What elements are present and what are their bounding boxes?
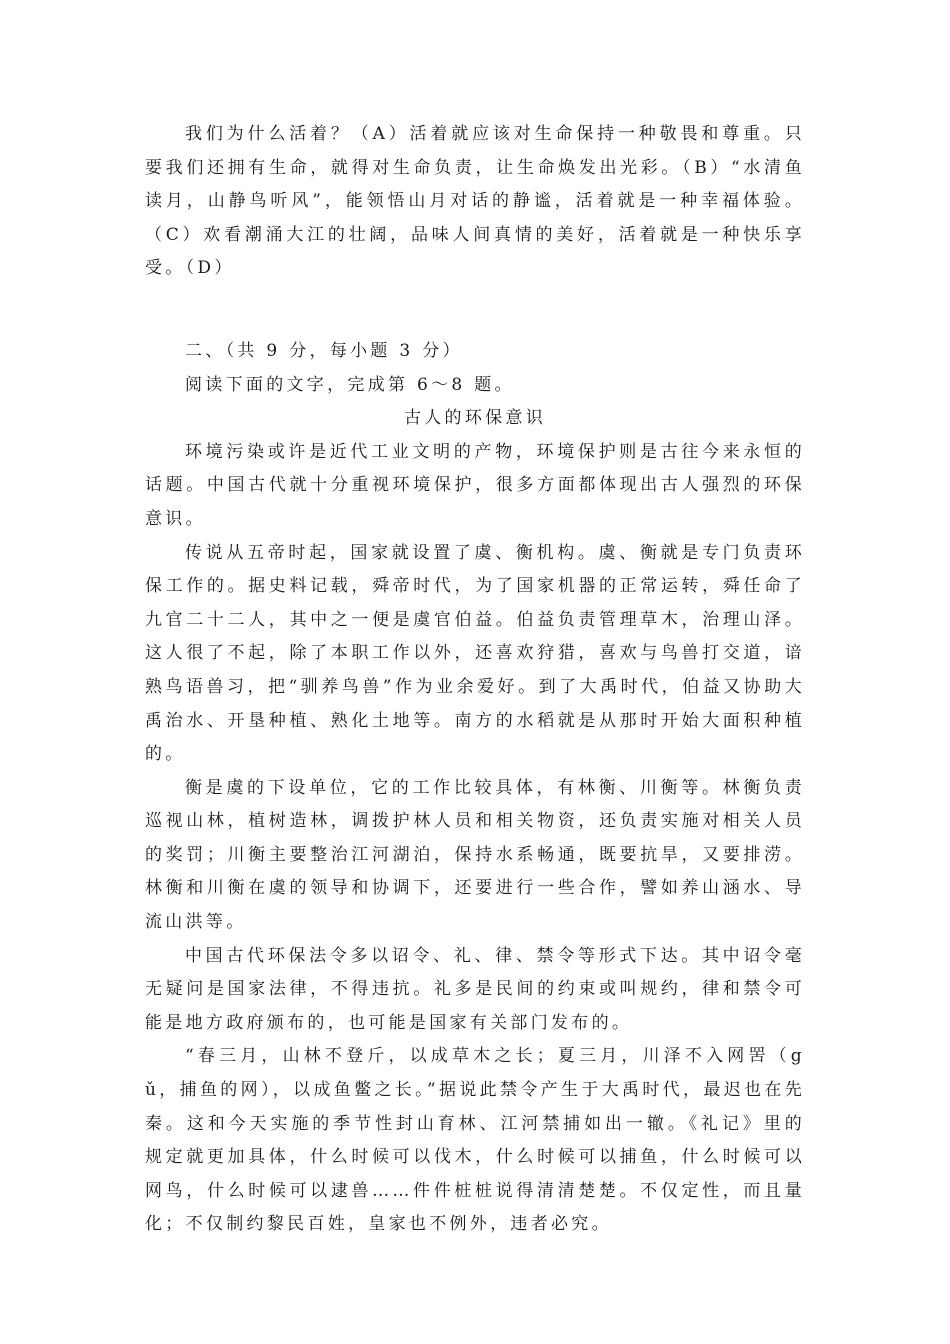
article-paragraph-4: 中国古代环保法令多以诏令、礼、律、禁令等形式下达。其中诏令毫无疑问是国家法律，不得违抗。礼多是民间的约束或叫规约，律和禁令可能是地方政府颁布的，也可能是国家有关部门发布的。 [145, 945, 805, 1033]
article-title: 古人的环保意识 [403, 408, 547, 429]
article-paragraph-2: 传说从五帝时起，国家就设置了虞、衡机构。虞、衡就是专门负责环保工作的。据史料记载，舜帝时代，为了国家机器的正常运转，舜任命了九官二十二人，其中之一便是虞官伯益。伯益负责管理草木，治理山泽。这人很了不起，除了本职工作以外，还喜欢狩猎，喜欢与鸟兽打交道，谙熟鸟语兽习，把“驯养鸟兽”作为业余爱好。到了大禹时代，伯益又协助大禹治水、开垦种植、熟化土地等。南方的水稻就是从那时开始大面积种植的。 [145, 542, 805, 765]
section-instruction: 阅读下面的文字，完成第 6～8 题。 [185, 374, 515, 395]
article-paragraph-3: 衡是虞的下设单位，它的工作比较具体，有林衡、川衡等。林衡负责巡视山林，植树造林，调拨护林人员和相关物资，还负责实施对相关人员的奖罚；川衡主要整治江河湖泊，保持水系畅通，既要抗旱，又要排涝。林衡和川衡在虞的领导和协调下，还要进行一些合作，譬如养山涵水、导流山洪等。 [145, 777, 805, 933]
article-paragraph-1: 环境污染或许是近代工业文明的产物，环境保护则是古往今来永恒的话题。中国古代就十分重视环境保护，很多方面都体现出古人强烈的环保意识。 [145, 441, 805, 529]
section-heading: 二、（共 9 分，每小题 3 分） [185, 340, 463, 361]
article-paragraph-5: “春三月，山林不登斤，以成草木之长；夏三月，川泽不入网罟（gǔ，捕鱼的网），以成鱼鳖之长。”据说此禁令产生于大禹时代，最迟也在先秦。这和今天实施的季节性封山育林、江河禁捕如出一辙。《礼记》里的规定就更加具体，什么时候可以伐木，什么时候可以捕鱼，什么时候可以网鸟，什么时候可以逮兽……件件桩桩说得清清楚楚。不仅定性，而且量化；不仅制约黎民百姓，皇家也不例外，违者必究。 [145, 1046, 805, 1235]
intro-paragraph: 我们为什么活着？（A）活着就应该对生命保持一种敬畏和尊重。只要我们还拥有生命，就得对生命负责，让生命焕发出光彩。（B）“水清鱼读月，山静鸟听风”，能领悟山月对话的静谧，活着就是一种幸福体验。（C）欢看潮涌大江的壮阔，品味人间真情的美好，活着就是一种快乐享受。（D） [145, 124, 805, 279]
document-page [145, 118, 805, 1242]
